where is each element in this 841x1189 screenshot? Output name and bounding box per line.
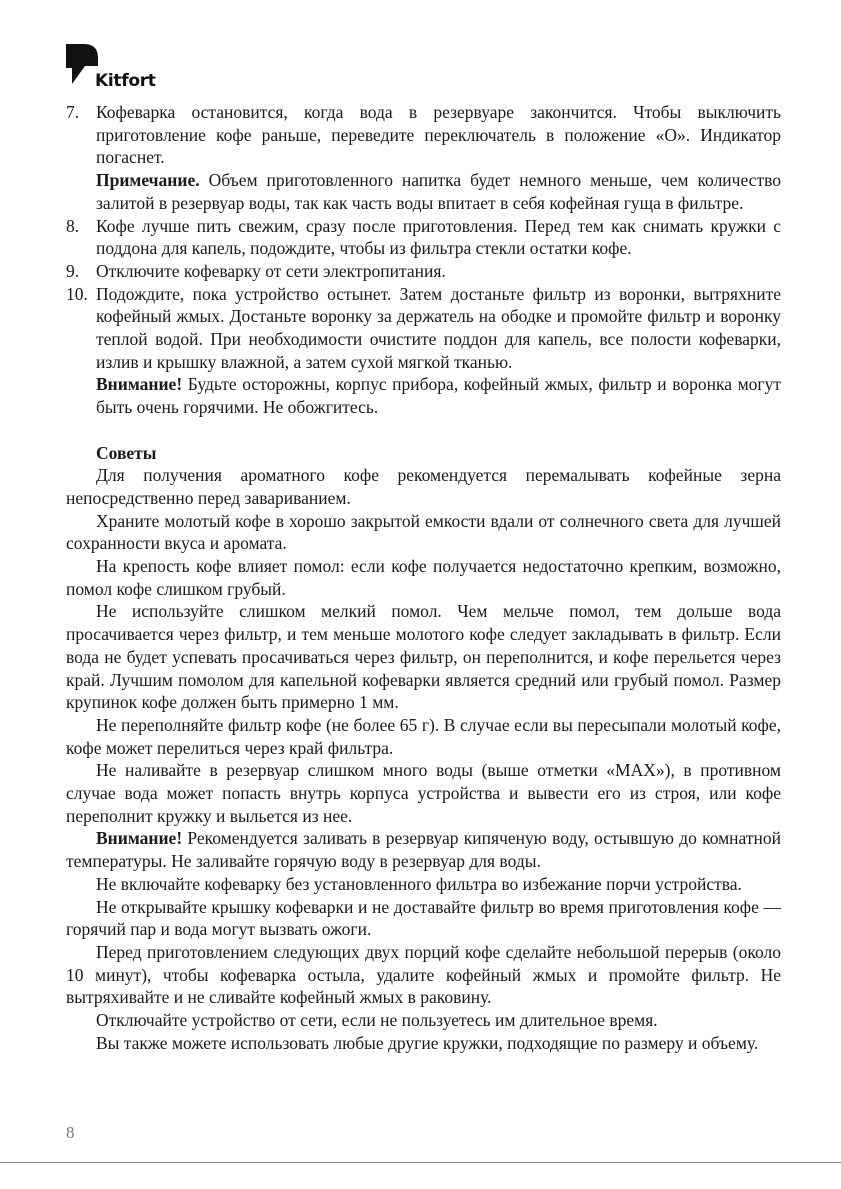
warning-label: Внимание!: [96, 828, 183, 849]
warning-text: Рекомендуется заливать в резервуар кипяченую воду, остывшую до комнатной температуры. Не заливайте горячую воду в резервуар для воды.: [66, 828, 781, 872]
tip-warning: [66, 827, 781, 872]
item-text: Отключите кофеварку от сети электропитания.: [96, 260, 446, 281]
note-text: Объем приготовленного напитка будет немного меньше, чем количество залитой в резервуар воды, так как часть воды впитает в себя кофейная гуща в фильтре.: [96, 170, 781, 213]
note-label: Примечание.: [96, 170, 200, 191]
list-item: [66, 260, 781, 283]
tip-paragraph: Не переполняйте фильтр кофе (не более 65 г). В случае если вы пересыпали молотый кофе, кофе может перелиться через край фильтра.: [66, 714, 781, 758]
list-item: [66, 283, 781, 374]
tip-paragraph: Вы также можете использовать любые другие кружки, подходящие по размеру и объему.: [96, 1032, 759, 1053]
tip-paragraph: Перед приготовлением следующих двух порций кофе сделайте небольшой перерыв (около 10 минут), чтобы кофеварка остыла, удалите кофейный жмых и промойте фильтр. Не вытряхивайте и не сливайте кофейный жмых в раковину.: [66, 942, 781, 1008]
tip-paragraph: Храните молотый кофе в хорошо закрытой емкости вдали от солнечного света для лучшей сохранности вкуса и аромата.: [66, 510, 781, 554]
kitfort-logo-mark: [66, 44, 98, 88]
section-heading: Советы: [96, 442, 157, 463]
item-text: Кофе лучше пить свежим, сразу после приготовления. Перед тем как снимать кружки с поддона для капель, подождите, чтобы из фильтра стекли остатки кофе.: [96, 215, 781, 259]
warning-text: Будьте осторожны, корпус прибора, кофейный жмых, фильтр и воронка могут быть очень горячими. Не обожгитесь.: [96, 374, 781, 418]
footer-divider: [0, 1162, 841, 1163]
page-content: [66, 101, 781, 1055]
tip-paragraph: Не открывайте крышку кофеварки и не доставайте фильтр во время приготовления кофе — горячий пар и вода могут вызвать ожоги.: [66, 896, 781, 940]
list-item: [66, 101, 781, 169]
tip-paragraph: Отключайте устройство от сети, если не пользуетесь им длительное время.: [96, 1010, 658, 1031]
tip-paragraph: На крепость кофе влияет помол: если кофе получается недостаточно крепким, возможно, помол кофе слишком грубый.: [66, 556, 781, 599]
note: [66, 169, 781, 214]
item-number: 9.: [66, 260, 80, 281]
item-number: 8.: [66, 215, 80, 236]
list-item: [66, 215, 781, 260]
item-text: Подождите, пока устройство остынет. Затем достаньте фильтр из воронки, вытряхните кофейный жмых. Достаньте воронку за держатель на ободке и промойте фильтр и воронку теплой водой. При необходимости очистите поддон для капель, все полости кофеварки, излив и крышку влажной, а затем сухой мягкой тканью.: [96, 283, 781, 372]
warning: [66, 373, 781, 418]
kitfort-logo: [66, 44, 176, 94]
item-text: Кофеварка остановится, когда вода в резервуаре закончится. Чтобы выключить приготовление кофе раньше, переведите переключатель в положение «О». Индикатор погаснет.: [96, 102, 781, 168]
item-number: 7.: [66, 102, 80, 122]
tip-paragraph: Не включайте кофеварку без установленного фильтра во избежание порчи устройства.: [96, 873, 742, 894]
item-number: 10.: [66, 283, 88, 304]
brand-name: Kitfort: [95, 71, 156, 91]
page-number: 8: [66, 1123, 75, 1142]
tip-paragraph: Не используйте слишком мелкий помол. Чем мельче помол, тем дольше вода просачивается через фильтр, и тем меньше молотого кофе следует закладывать в фильтр. Если вода не будет успевать просачиваться через фильтр, он переполнится, и кофе перельется через край. Лучшим помолом для капельной кофеварки является средний или грубый помол. Размер крупинок кофе должен быть примерно 1 мм.: [66, 601, 781, 713]
tip-paragraph: Для получения ароматного кофе рекомендуется перемалывать кофейные зерна непосредственно перед завариванием.: [66, 465, 781, 508]
tip-paragraph: Не наливайте в резервуар слишком много воды (выше отметки «MAX»), в противном случае вода может попасть внутрь корпуса устройства и вывести его из строя, или кофе переполнит кружку и выльется из нее.: [66, 760, 781, 826]
warning-label: Внимание!: [96, 374, 183, 395]
